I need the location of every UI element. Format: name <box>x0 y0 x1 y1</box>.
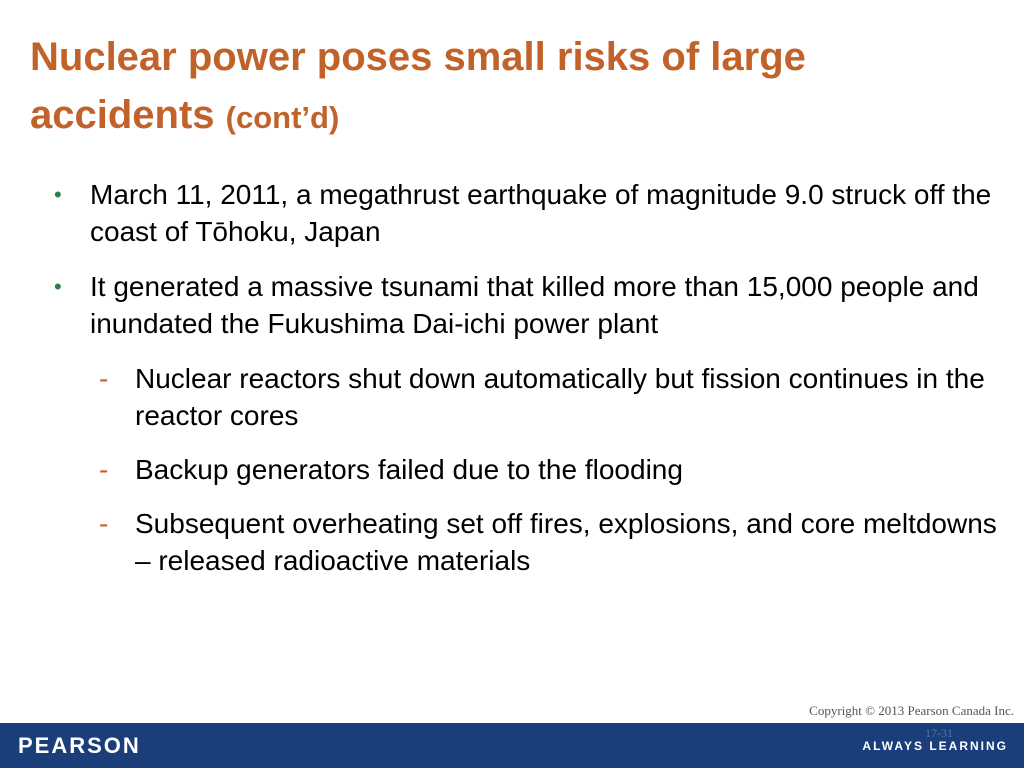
sub-bullet-marker: - <box>99 454 109 485</box>
copyright-notice: Copyright © 2013 Pearson Canada Inc. <box>809 703 1014 718</box>
slide-content <box>54 176 1019 596</box>
bullet-marker: • <box>54 182 62 207</box>
sub-bullet-item <box>99 451 1019 488</box>
bullet-item <box>54 176 1019 250</box>
footer-bar <box>0 723 1024 768</box>
bullet-text: March 11, 2011, a megathrust earthquake of magnitude 9.0 struck off the coast of Tōhoku, Japan <box>90 179 992 247</box>
bullet-text: It generated a massive tsunami that killed more than 15,000 people and inundated the Fukushima Dai-ichi power plant <box>90 271 979 339</box>
slide-title-suffix: (cont’d) <box>225 100 340 135</box>
bullet-item <box>54 268 1019 342</box>
sub-bullet-marker: - <box>99 508 109 539</box>
sub-bullet-item <box>99 360 1019 434</box>
sub-bullet-text: Subsequent overheating set off fires, explosions, and core meltdowns – released radioactive materials <box>135 508 997 576</box>
pearson-logo: PEARSON <box>18 733 141 758</box>
tagline: ALWAYS LEARNING <box>862 739 1008 753</box>
sub-bullet-marker: - <box>99 363 109 394</box>
bullet-marker: • <box>54 274 62 299</box>
sub-bullet-text: Nuclear reactors shut down automatically but fission continues in the reactor cores <box>135 363 985 431</box>
slide-title-main: Nuclear power poses small risks of large accidents <box>30 35 806 137</box>
slide-title <box>30 28 990 147</box>
sub-bullet-text: Backup generators failed due to the flooding <box>135 454 683 485</box>
page-number: 17-31 <box>925 726 953 740</box>
sub-bullet-item <box>99 505 1019 579</box>
